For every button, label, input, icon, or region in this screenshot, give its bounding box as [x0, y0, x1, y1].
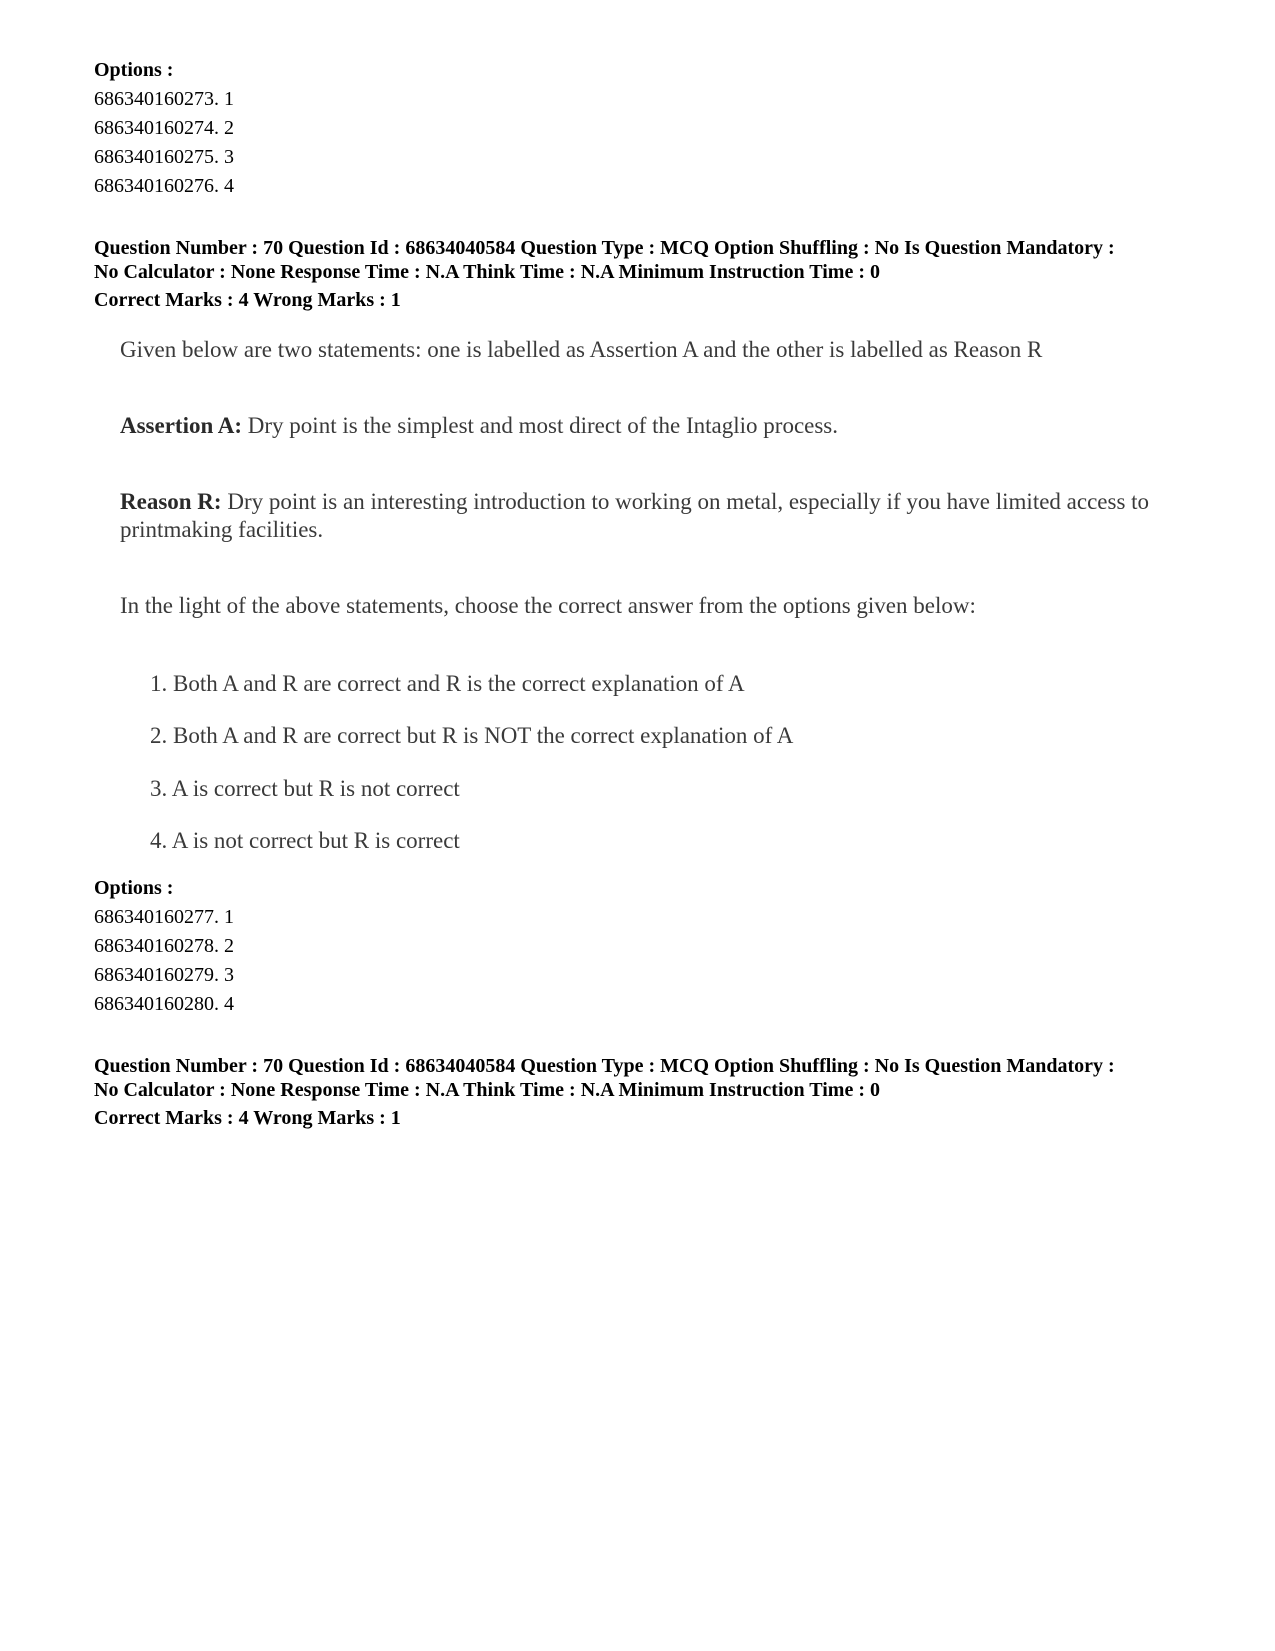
option-item: 686340160274. 2 — [94, 117, 234, 139]
options-label: Options : — [94, 877, 174, 899]
top-options-section — [94, 56, 1204, 201]
option-item: 686340160276. 4 — [94, 175, 234, 197]
option-item: 686340160277. 1 — [94, 906, 234, 928]
assertion-text: Dry point is the simplest and most direct of the Intaglio process. — [242, 413, 839, 438]
question-options-section — [94, 874, 1204, 1019]
question-meta-line-2: No Calculator : None Response Time : N.A Think Time : N.A Minimum Instruction Time : 0 — [94, 261, 880, 283]
question-intro: Given below are two statements: one is labelled as Assertion A and the other is labelled as Reason R — [120, 337, 1043, 362]
answer-choice: 4. A is not correct but R is correct — [150, 828, 460, 853]
options-label: Options : — [94, 59, 174, 81]
reason-statement — [120, 488, 1180, 544]
answer-choice: 3. A is correct but R is not correct — [150, 776, 460, 801]
question-body — [110, 336, 1190, 901]
reason-text: Dry point is an interesting introduction to working on metal, especially if you have limited access to printmaking facilities. — [120, 489, 1150, 542]
option-item: 686340160273. 1 — [94, 88, 234, 110]
question-meta-line-1: Question Number : 70 Question Id : 68634040584 Question Type : MCQ Option Shuffling : No Is Question Mandatory : — [94, 1055, 1115, 1077]
reason-label: Reason R: — [120, 489, 222, 514]
question-header — [94, 236, 1204, 314]
question-marks: Correct Marks : 4 Wrong Marks : 1 — [94, 289, 401, 311]
question-meta-line-1: Question Number : 70 Question Id : 68634040584 Question Type : MCQ Option Shuffling : No Is Question Mandatory : — [94, 237, 1115, 259]
answer-choice: 2. Both A and R are correct but R is NOT the correct explanation of A — [150, 723, 794, 748]
option-item: 686340160279. 3 — [94, 964, 234, 986]
assertion-statement — [120, 412, 1180, 440]
answer-choice: 1. Both A and R are correct and R is the correct explanation of A — [150, 671, 745, 696]
question-instruction: In the light of the above statements, choose the correct answer from the options given below: — [120, 593, 976, 618]
question-meta-line-2: No Calculator : None Response Time : N.A Think Time : N.A Minimum Instruction Time : 0 — [94, 1079, 880, 1101]
question-marks: Correct Marks : 4 Wrong Marks : 1 — [94, 1107, 401, 1129]
next-question-header — [94, 1054, 1204, 1132]
option-item: 686340160280. 4 — [94, 993, 234, 1015]
option-item: 686340160275. 3 — [94, 146, 234, 168]
option-item: 686340160278. 2 — [94, 935, 234, 957]
assertion-label: Assertion A: — [120, 413, 243, 438]
